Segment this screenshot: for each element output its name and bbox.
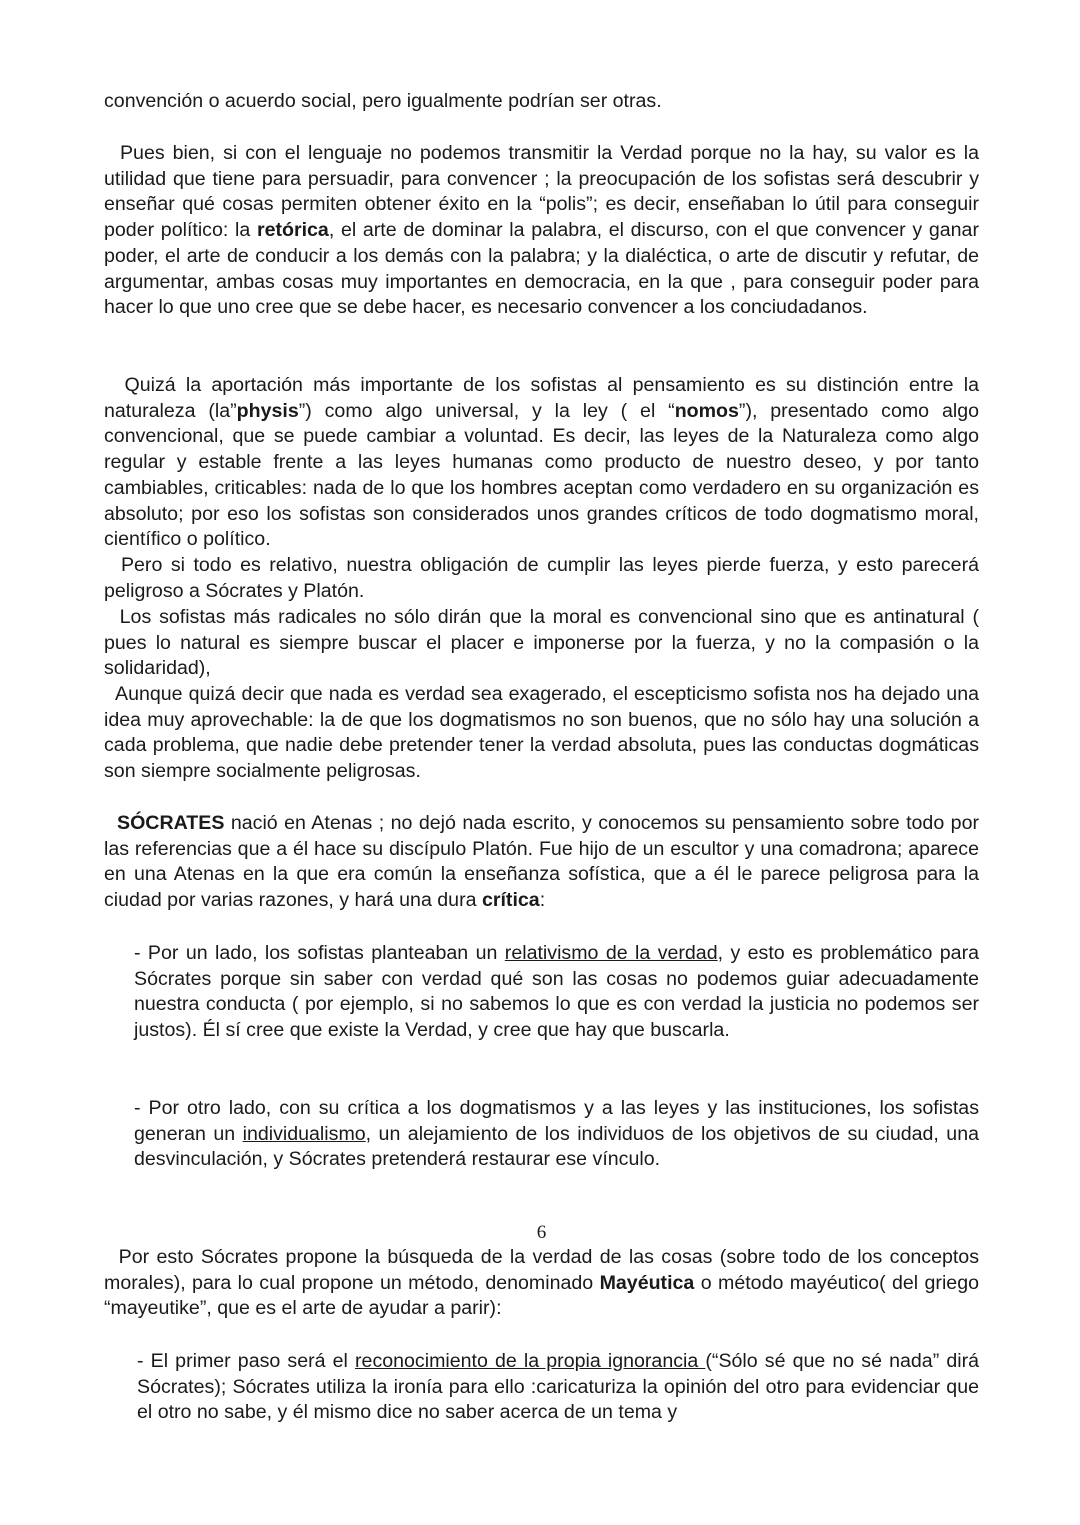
- term-physis: physis: [236, 399, 299, 422]
- paragraph-convencion: convención o acuerdo social, pero igualmente podrían ser otras.: [104, 90, 662, 112]
- term-individualismo: individualismo: [242, 1122, 366, 1145]
- heading-socrates: SÓCRATES: [117, 812, 225, 834]
- paragraph-radicales: Los sofistas más radicales no sólo dirán que la moral es convencional sino que es antinatural ( pues lo natural es siempre buscar el placer e imponerse por la fuerza, y no la compasión o la solidaridad),: [104, 606, 979, 680]
- paragraph-escepticismo: Aunque quizá decir que nada es verdad sea exagerado, el escepticismo sofista nos ha dejado una idea muy aprovechable: la de que los dogmatismos no son buenos, que no sólo hay una solución a cada problema, que nadie debe pretender tener la verdad absoluta, pues las conductas dogmáticas son siempre socialmente peligrosas.: [104, 683, 979, 783]
- paragraph-mayeutica: Por esto Sócrates propone la búsqueda de la verdad de las cosas (sobre todo de los conceptos morales), para lo cual propone un método, denominado Mayéutica o método mayéutico( del griego “mayeutike”, que es el arte de ayudar a parir):: [104, 1246, 979, 1320]
- paragraph-physis-nomos: Quizá la aportación más importante de los sofistas al pensamiento es su distinción entre la naturaleza (la”physis”) como algo universal, y la ley ( el “nomos”), presentado como algo convencional, que se puede cambiar a voluntad. Es decir, las leyes de la Naturaleza como algo regular y estable frente a las leyes humanas como producto de nuestro deseo, y por tanto cambiables, criticables: nada de lo que los hombres aceptan como verdadero en su organización es absoluto; por eso los sofistas son considerados unos grandes críticos de todo dogmatismo moral, científico o político.: [104, 374, 979, 551]
- paragraph-socrates: SÓCRATES nació en Atenas ; no dejó nada escrito, y conocemos su pensamiento sobre todo por las referencias que a él hace su discípulo Platón. Fue hijo de un escultor y una comadrona; aparece en una Atenas en la que era común la enseñanza sofística, que a él le parece peligrosa para la ciudad por varias razones, y hará una dura crítica:: [104, 812, 979, 912]
- term-retorica: retórica: [256, 219, 329, 242]
- term-ignorancia: reconocimiento de la propia ignorancia: [355, 1350, 706, 1372]
- term-critica: crítica: [481, 889, 540, 912]
- term-nomos: nomos: [674, 399, 739, 422]
- paragraph-relativo: Pero si todo es relativo, nuestra obligación de cumplir las leyes pierde fuerza, y esto parecerá peligroso a Sócrates y Platón.: [104, 554, 979, 602]
- list-item-relativismo: - Por un lado, los sofistas planteaban un relativismo de la verdad, y esto es problemático para Sócrates porque sin saber con verdad qué son las cosas no podemos guiar adecuadamente nuestra conducta ( por ejemplo, si no sabemos lo que es con verdad la justicia no podemos ser justos). Él sí cree que existe la Verdad, y cree que hay que buscarla.: [134, 942, 979, 1042]
- page-number: 6: [536, 1222, 547, 1243]
- term-mayeutica: Mayéutica: [599, 1271, 695, 1294]
- paragraph-retorica: Pues bien, si con el lenguaje no podemos transmitir la Verdad porque no la hay, su valor es la utilidad que tiene para persuadir, para convencer ; la preocupación de los sofistas será descubrir y enseñar qué cosas permiten obtener éxito en la “polis”; es decir, enseñaban lo útil para conseguir poder político: la retórica, el arte de dominar la palabra, el discurso, con el que convencer y ganar poder, el arte de conducir a los demás con la palabra; y la dialéctica, o arte de discutir y refutar, de argumentar, ambas cosas muy importantes en democracia, en la que , para conseguir poder para hacer lo que uno cree que se debe hacer, es necesario convencer a los conciudadanos.: [104, 142, 979, 319]
- list-item-individualismo: - Por otro lado, con su crítica a los dogmatismos y a las leyes y las instituciones, los sofistas generan un individualismo, un alejamiento de los individuos de los objetivos de su ciudad, una desvinculación, y Sócrates pretenderá restaurar ese vínculo.: [134, 1097, 979, 1171]
- term-relativismo: relativismo de la verdad: [504, 942, 718, 964]
- document-page: [104, 0, 979, 1525]
- list-item-ignorancia: - El primer paso será el reconocimiento de la propia ignorancia (“Sólo sé que no sé nada” dirá Sócrates); Sócrates utiliza la ironía para ello :caricaturiza la opinión del otro para evidenciar que el otro no sabe, y él mismo dice no saber acerca de un tema y: [137, 1350, 980, 1424]
